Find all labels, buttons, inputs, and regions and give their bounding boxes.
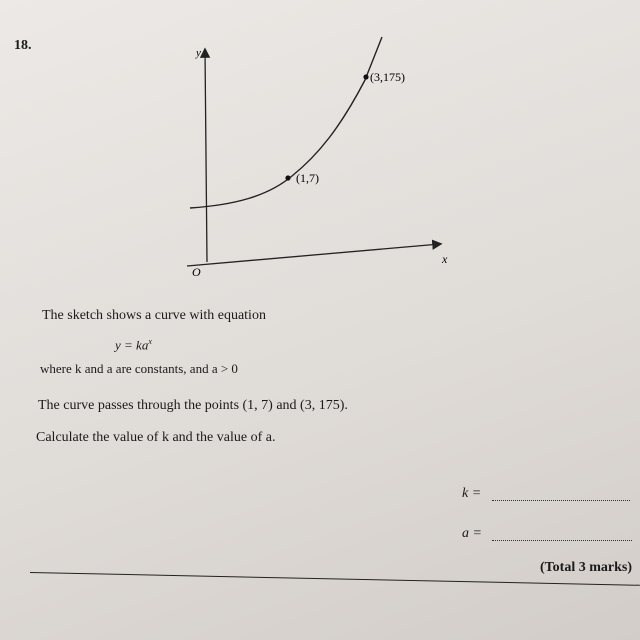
question-line-4: Calculate the value of k and the value of a. [36, 430, 276, 445]
question-line-1: The sketch shows a curve with equation [42, 308, 266, 323]
question-number: 18. [14, 38, 32, 53]
a-answer-line[interactable] [492, 540, 632, 541]
total-marks: (Total 3 marks) [539, 560, 632, 575]
k-answer-label: k = [462, 486, 482, 501]
point-3-175-marker [363, 74, 368, 79]
point-1-7-marker [285, 175, 290, 180]
question-line-2: where k and a are constants, and a > 0 [40, 361, 238, 376]
origin-label: O [192, 265, 201, 279]
x-axis-label: x [442, 252, 448, 266]
question-line-3: The curve passes through the points (1, 7) and (3, 175). [38, 398, 348, 413]
y-axis-label: y [196, 47, 201, 59]
exponential-curve [190, 37, 382, 208]
point-3-175-label: (3,175) [370, 70, 405, 84]
x-axis [187, 244, 440, 266]
equation: $y = ka^x$ [115, 337, 152, 353]
point-1-7-label: (1,7) [296, 171, 319, 185]
a-answer-label: a = [462, 526, 482, 541]
k-answer-line[interactable] [492, 500, 630, 501]
y-axis [205, 50, 207, 262]
